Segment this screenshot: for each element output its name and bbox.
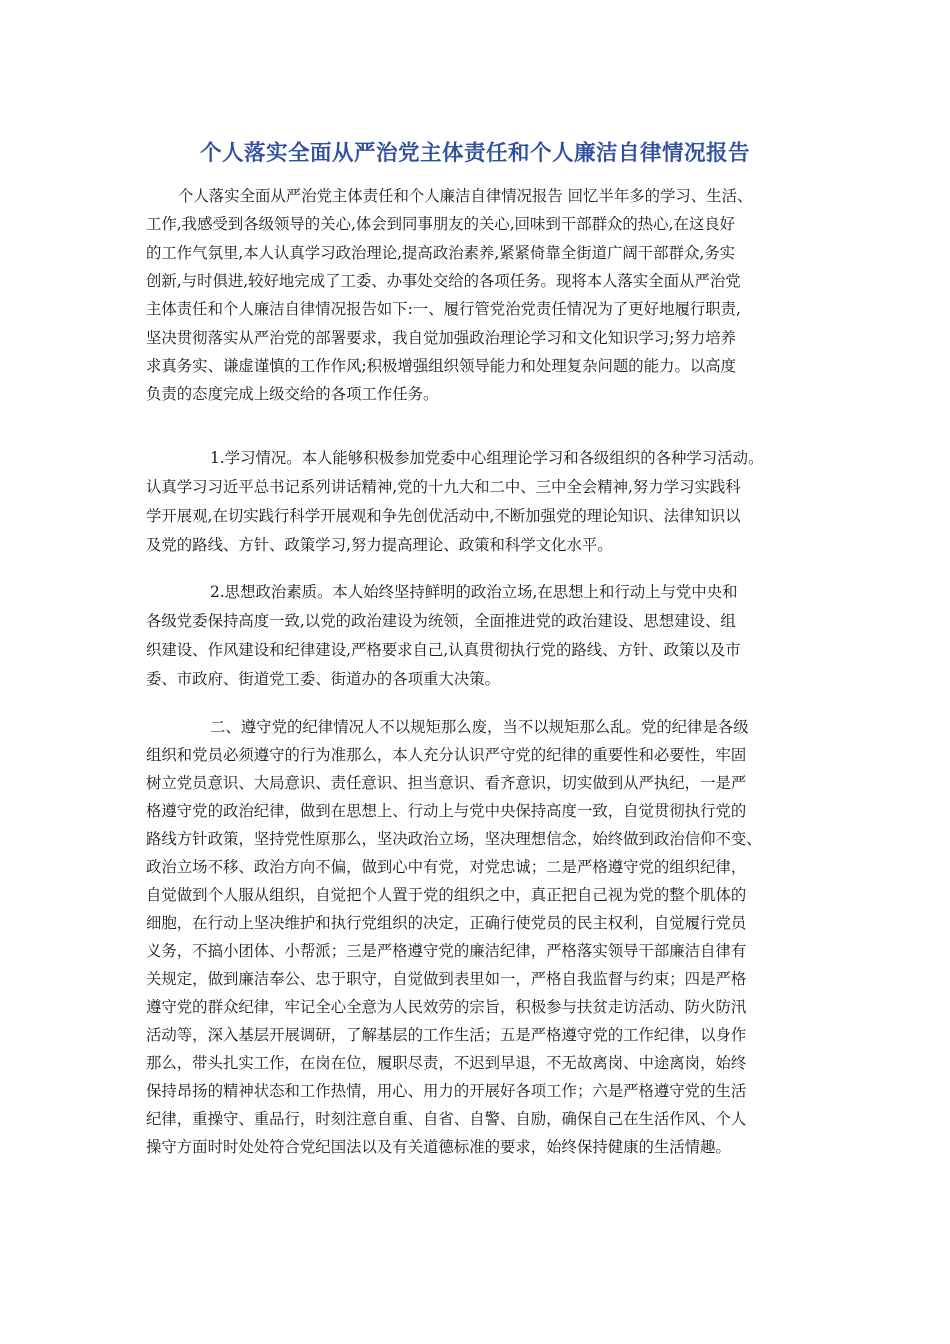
paragraph-line: 委、市政府、街道党工委、街道办的各项重大决策。 (146, 670, 500, 688)
paragraph-line: 主体责任和个人廉洁自律情况报告如下:一、履行管党治党责任情况为了更好地履行职责, (146, 300, 741, 318)
paragraph-line: 那么，带头扎实工作，在岗在位，履职尽责，不迟到早退，不无故离岗、中途离岗，始终 (146, 1054, 747, 1072)
paragraph-line: 各级党委保持高度一致,以党的政治建设为统领，全面推进党的政治建设、思想建设、组 (146, 612, 736, 630)
paragraph-line: 1.学习情况。本人能够积极参加党委中心组理论学习和各级组织的各种学习活动。 (210, 449, 764, 467)
paragraph-line: 的工作气氛里,本人认真学习政治理论,提高政治素养,紧紧倚靠全街道广阔干部群众,务实 (146, 244, 736, 262)
paragraph-line: 格遵守党的政治纪律，做到在思想上、行动上与党中央保持高度一致，自觉贯彻执行党的 (146, 802, 747, 820)
paragraph-line: 保持昂扬的精神状态和工作热情，用心、用力的开展好各项工作；六是严格遵守党的生活 (146, 1082, 747, 1100)
paragraph-line: 负责的态度完成上级交给的各项工作任务。 (146, 385, 439, 403)
paragraph-line: 认真学习习近平总书记系列讲话精神,党的十九大和二中、三中全会精神,努力学习实践科 (146, 478, 741, 496)
paragraph-line: 树立党员意识、大局意识、责任意识、担当意识、看齐意识，切实做到从严执纪，一是严 (146, 774, 747, 792)
paragraph-line: 创新,与时俱进,较好地完成了工委、办事处交给的各项任务。现将本人落实全面从严治党 (146, 272, 741, 290)
paragraph-line: 及党的路线、方针、政策学习,努力提高理论、政策和科学文化水平。 (146, 536, 613, 554)
paragraph-line: 织建设、作风建设和纪律建设,严格要求自己,认真贯彻执行党的路线、方针、政策以及市 (146, 641, 741, 659)
paragraph-line: 遵守党的群众纪律，牢记全心全意为人民效劳的宗旨，积极参与扶贫走访活动、防火防汛 (146, 998, 747, 1016)
paragraph-line: 坚决贯彻落实从严治党的部署要求，我自觉加强政治理论学习和文化知识学习;努力培养 (146, 329, 737, 347)
paragraph-line: 二、遵守党的纪律情况人不以规矩那么废，当不以规矩那么乱。党的纪律是各级 (210, 718, 749, 736)
paragraph-line: 个人落实全面从严治党主体责任和个人廉洁自律情况报告 回忆半年多的学习、生活、 (178, 187, 753, 205)
paragraph-line: 路线方针政策，坚持党性原那么，坚决政治立场，坚决理想信念，始终做到政治信仰不变、 (146, 830, 762, 848)
paragraph-line: 义务，不搞小团体、小帮派；三是严格遵守党的廉洁纪律，严格落实领导干部廉洁自律有 (146, 942, 747, 960)
paragraph-line: 工作,我感受到各级领导的关心,体会到同事朋友的关心,回味到干部群众的热心,在这良好 (146, 215, 736, 233)
paragraph-line: 细胞，在行动上坚决维护和执行党组织的决定，正确行使党员的民主权利，自觉履行党员 (146, 914, 747, 932)
paragraph-line: 自觉做到个人服从组织，自觉把个人置于党的组织之中，真正把自己视为党的整个肌体的 (146, 886, 747, 904)
paragraph-line: 组织和党员必须遵守的行为准那么，本人充分认识严守党的纪律的重要性和必要性，牢固 (146, 746, 747, 764)
paragraph-line: 求真务实、谦虚谨慎的工作作风;积极增强组织领导能力和处理复杂问题的能力。以高度 (146, 357, 737, 375)
paragraph-line: 政治立场不移、政治方向不偏，做到心中有党，对党忠诚；二是严格遵守党的组织纪律， (146, 858, 747, 876)
paragraph-line: 学开展观,在切实践行科学开展观和争先创优活动中,不断加强党的理论知识、法律知识以 (146, 507, 741, 525)
paragraph-line: 2.思想政治素质。本人始终坚持鲜明的政治立场,在思想上和行动上与党中央和 (210, 583, 738, 601)
paragraph-line: 纪律，重操守、重品行，时刻注意自重、自省、自警、自励，确保自己在生活作风、个人 (146, 1110, 747, 1128)
paragraph-line: 操守方面时时处处符合党纪国法以及有关道德标准的要求，始终保持健康的生活情趣。 (146, 1138, 731, 1156)
paragraph-line: 关规定，做到廉洁奉公、忠于职守，自觉做到表里如一，严格自我监督与约束；四是严格 (146, 970, 747, 988)
paragraph-line: 活动等，深入基层开展调研，了解基层的工作生活；五是严格遵守党的工作纪律，以身作 (146, 1026, 747, 1044)
document-title: 个人落实全面从严治党主体责任和个人廉洁自律情况报告 (199, 141, 750, 166)
